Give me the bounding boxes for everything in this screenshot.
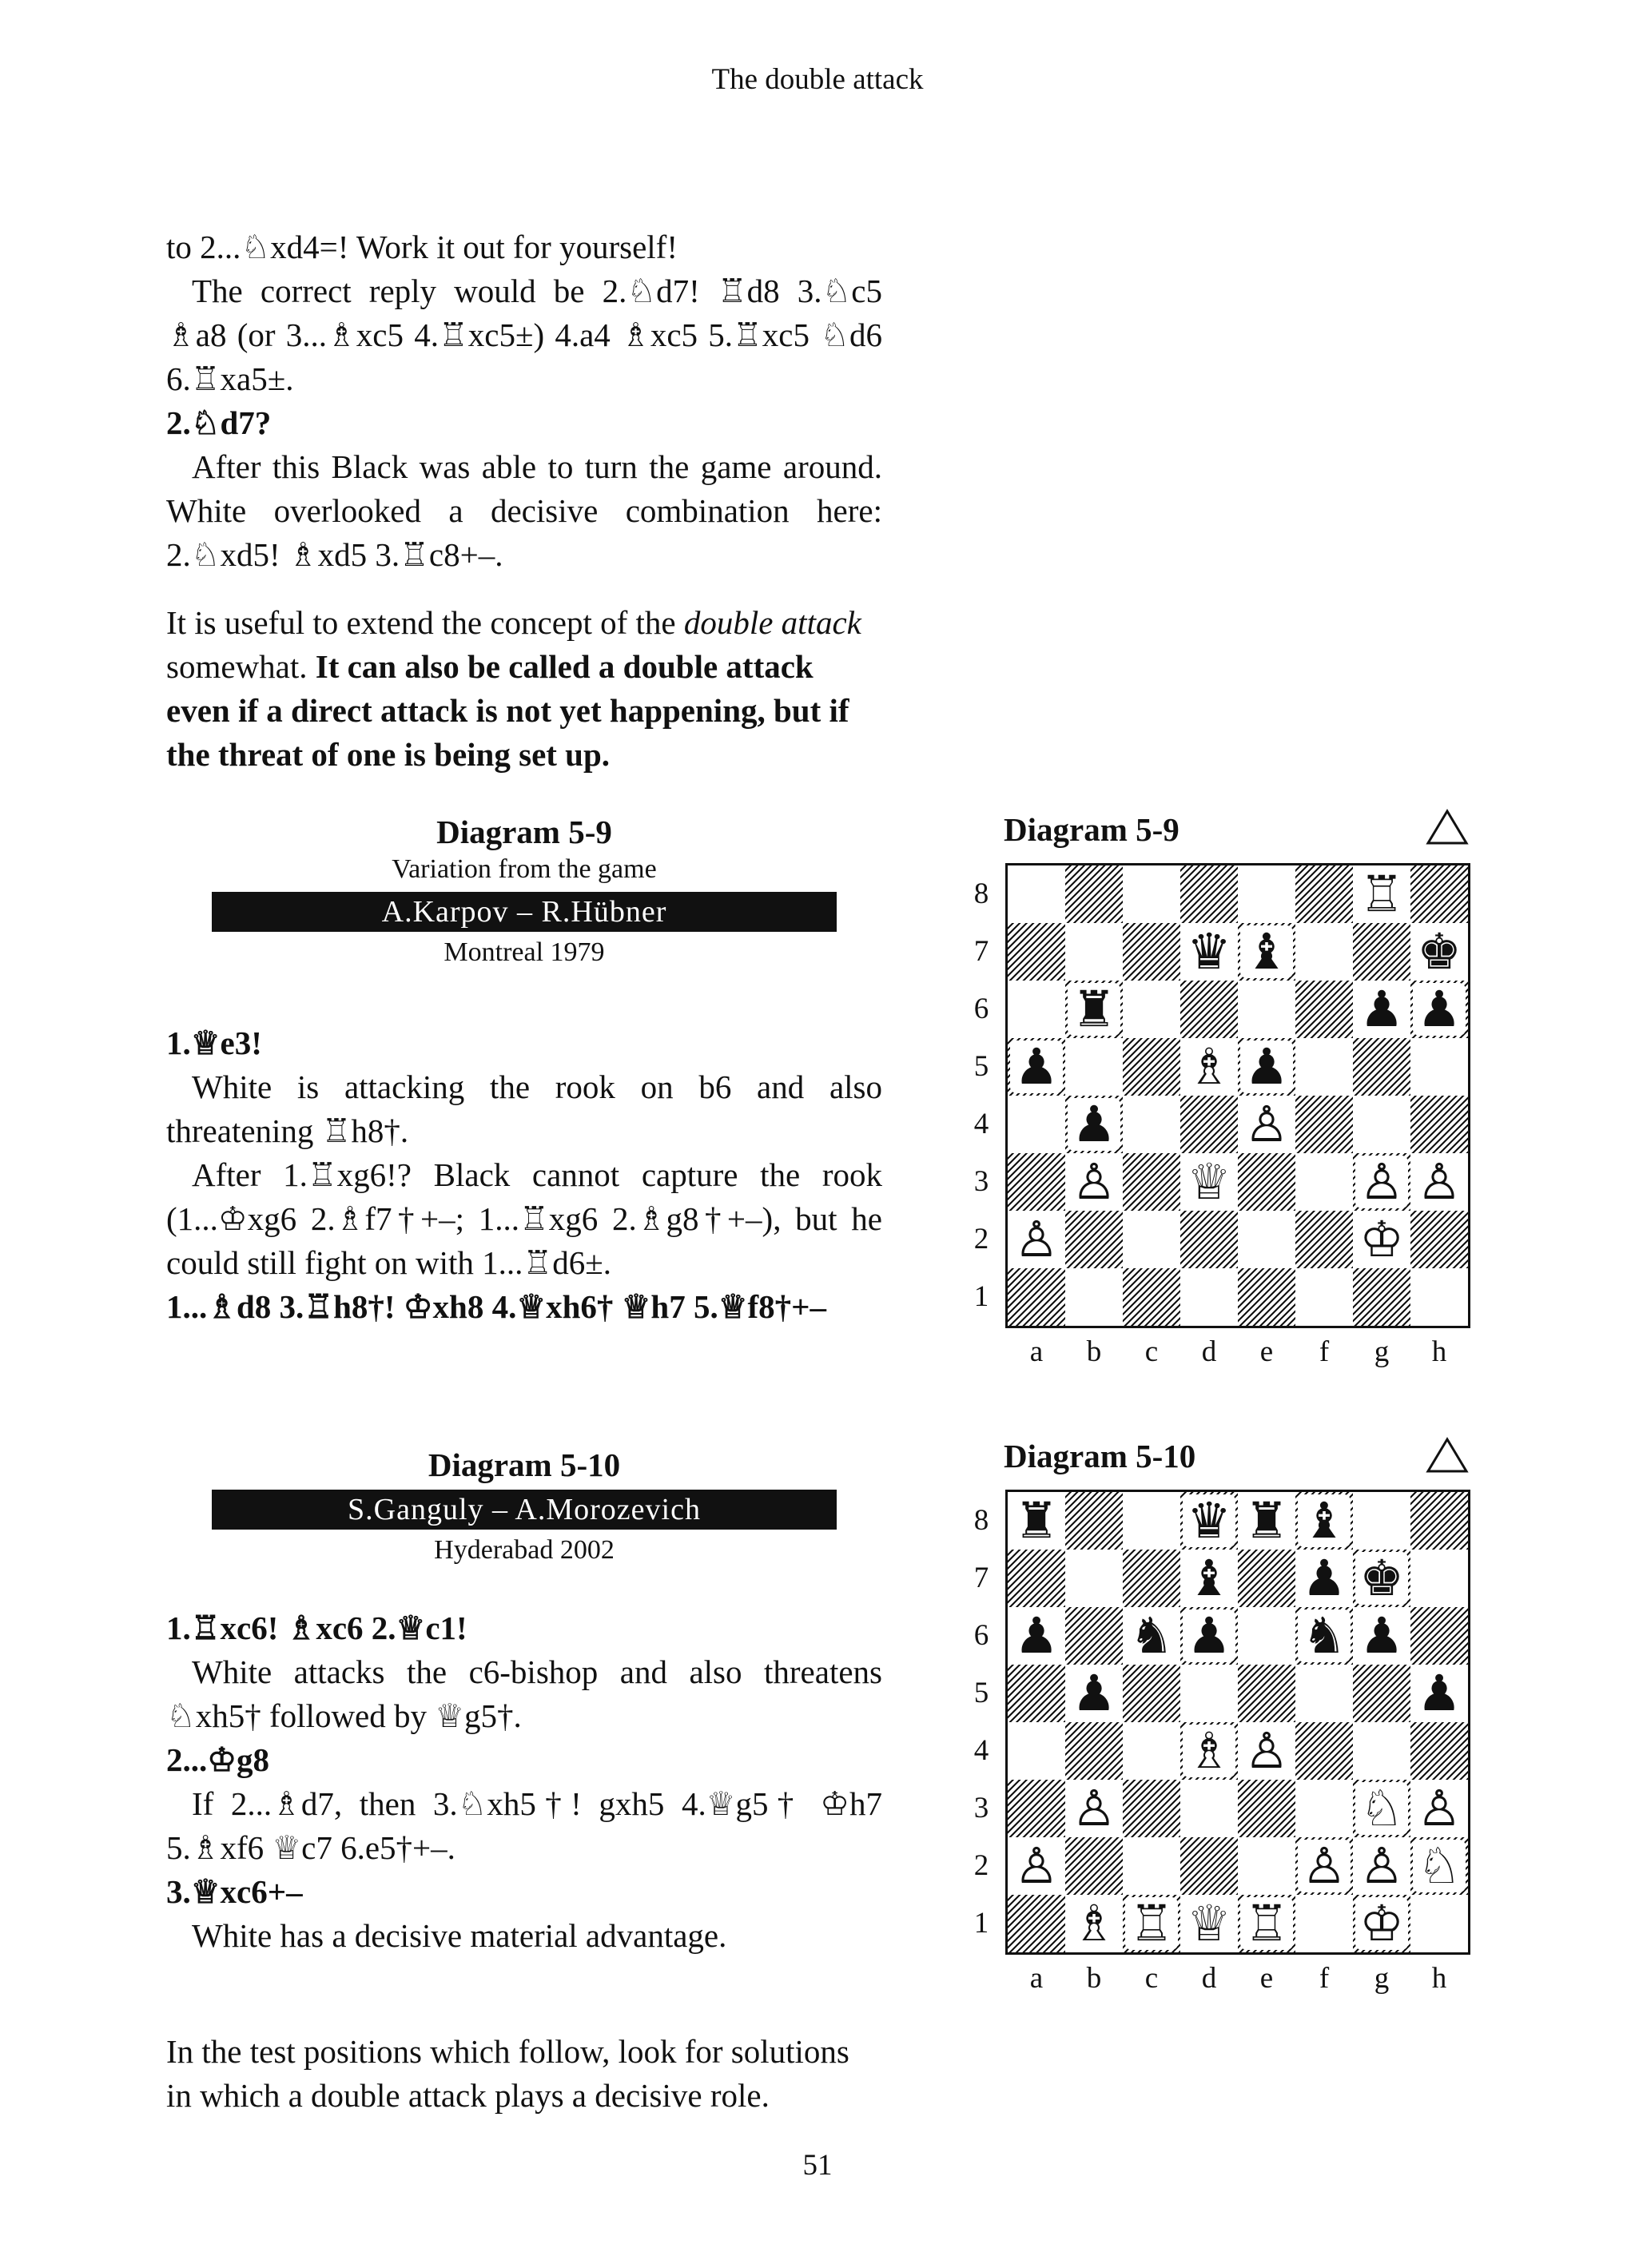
black-piece-d8: ♛: [1180, 1492, 1238, 1550]
white-piece-h3: ♙: [1410, 1153, 1468, 1211]
white-piece-f2: ♙: [1295, 1837, 1353, 1895]
board-square: [1353, 1268, 1410, 1326]
board-square: [1238, 1153, 1295, 1211]
board-square: [1123, 1492, 1180, 1550]
white-piece-e4: ♙: [1238, 1096, 1295, 1153]
board-square: [1238, 1837, 1295, 1895]
intro-paragraph-2: The correct reply would be 2.♘d7! ♖d8 3.♘c5 ♗a8 (or 3...♗xc5 4.♖xc5±) 4.a4 ♗xc5 5.♖xc5 ♘d6 6.♖xa5±.: [166, 273, 882, 397]
white-piece-e4: ♙: [1238, 1722, 1295, 1780]
board2-grid: [1005, 1490, 1470, 1955]
board-square: [1008, 1153, 1065, 1211]
white-piece-g8: ♖: [1353, 865, 1410, 923]
intro-paragraph-3: After this Black was able to turn the game around. White overlooked a decisive combination here: 2.♘xd5! ♗xd5 3.♖c8+–.: [166, 448, 882, 573]
game2-players-bar: S.Ganguly – A.Morozevich: [212, 1490, 837, 1530]
rank-label: 3: [973, 1792, 989, 1824]
rank-label: 2: [973, 1849, 989, 1882]
black-piece-f8: ♝: [1295, 1492, 1353, 1550]
black-piece-d7: ♝: [1180, 1550, 1238, 1607]
white-piece-h2: ♘: [1410, 1837, 1468, 1895]
black-piece-d6: ♟: [1180, 1607, 1238, 1665]
black-piece-c6: ♞: [1123, 1607, 1180, 1665]
game2-text: [166, 1606, 882, 1958]
concept-bold: It can also be called a double attack even if a direct attack is not yet happening, but if the threat of one is being set up.: [166, 648, 849, 773]
board-square: [1123, 1780, 1180, 1837]
rank-label: 6: [973, 993, 989, 1025]
page-number: 51: [802, 2149, 833, 2182]
file-label: d: [1201, 1335, 1217, 1368]
board-square: [1238, 1550, 1295, 1607]
game1-players-bar: A.Karpov – R.Hübner: [212, 892, 837, 932]
intro-paragraph-1: to 2...♘xd4=! Work it out for yourself!: [166, 229, 678, 265]
board-square: [1410, 1895, 1468, 1952]
board-square: [1123, 1722, 1180, 1780]
black-piece-a6: ♟: [1008, 1607, 1065, 1665]
board-square: [1065, 1722, 1123, 1780]
white-piece-g1: ♔: [1353, 1895, 1410, 1952]
board-square: [1295, 1211, 1353, 1268]
board-square: [1123, 1550, 1180, 1607]
white-piece-d3: ♕: [1180, 1153, 1238, 1211]
rank-label: 7: [973, 935, 989, 968]
game1-heading: [166, 812, 882, 970]
concept-paragraph: [166, 601, 882, 777]
file-label: h: [1431, 1335, 1447, 1368]
rank-label: 1: [973, 1907, 989, 1940]
board-square: [1123, 923, 1180, 981]
file-label: f: [1319, 1962, 1330, 1995]
black-piece-h5: ♟: [1410, 1665, 1468, 1722]
board-square: [1065, 1550, 1123, 1607]
rank-label: 4: [973, 1108, 989, 1140]
board-square: [1295, 923, 1353, 981]
board-square: [1180, 865, 1238, 923]
board-square: [1008, 1665, 1065, 1722]
game2-move-2: 2...♔g8: [166, 1741, 270, 1778]
board-square: [1238, 1607, 1295, 1665]
black-piece-a8: ♜: [1008, 1492, 1065, 1550]
game1-paragraph-2: After 1.♖xg6!? Black cannot capture the rook (1...♔xg6 2.♗f7†+–; 1...♖xg6 2.♗g8†+–), but he could still fight on with 1...♖d6±.: [166, 1156, 882, 1281]
board-square: [1008, 1268, 1065, 1326]
board-square: [1295, 1096, 1353, 1153]
board-square: [1180, 1268, 1238, 1326]
white-piece-c1: ♖: [1123, 1895, 1180, 1952]
board-square: [1353, 1492, 1410, 1550]
board-square: [1065, 1492, 1123, 1550]
game1-move-1: 1.♕e3!: [166, 1025, 262, 1061]
black-piece-f7: ♟: [1295, 1550, 1353, 1607]
game2-event: Hyderabad 2002: [434, 1535, 615, 1565]
board-square: [1065, 1607, 1123, 1665]
board-square: [1353, 1665, 1410, 1722]
black-piece-f6: ♞: [1295, 1607, 1353, 1665]
board-square: [1008, 1550, 1065, 1607]
white-piece-g3: ♘: [1353, 1780, 1410, 1837]
board-square: [1353, 923, 1410, 981]
white-piece-d4: ♗: [1180, 1722, 1238, 1780]
board-square: [1008, 865, 1065, 923]
black-piece-g7: ♚: [1353, 1550, 1410, 1607]
board-square: [1410, 865, 1468, 923]
white-piece-d1: ♕: [1180, 1895, 1238, 1952]
black-piece-e5: ♟: [1238, 1038, 1295, 1096]
game1-diagram-title: Diagram 5-9: [436, 814, 612, 850]
board-square: [1353, 1722, 1410, 1780]
board-square: [1008, 923, 1065, 981]
board1-grid: [1005, 863, 1470, 1328]
board-square: [1008, 1895, 1065, 1952]
rank-label: 1: [973, 1280, 989, 1313]
board-square: [1238, 981, 1295, 1038]
black-piece-g6: ♟: [1353, 981, 1410, 1038]
board-square: [1065, 1268, 1123, 1326]
board-square: [1008, 1722, 1065, 1780]
file-label: a: [1029, 1962, 1044, 1995]
black-piece-b5: ♟: [1065, 1665, 1123, 1722]
board2-label: Diagram 5-10: [1004, 1438, 1196, 1474]
board-square: [1065, 1038, 1123, 1096]
board-square: [1410, 1722, 1468, 1780]
game1-text: [166, 1021, 882, 1329]
board-square: [1008, 1780, 1065, 1837]
board-square: [1410, 1096, 1468, 1153]
board-square: [1123, 1153, 1180, 1211]
rank-label: 4: [973, 1734, 989, 1767]
black-piece-e7: ♝: [1238, 923, 1295, 981]
outro-paragraph: In the test positions which follow, look for solutions in which a double attack plays a decisive role.: [166, 2033, 849, 2114]
black-piece-h7: ♚: [1410, 923, 1468, 981]
board-square: [1065, 1211, 1123, 1268]
game1-subtitle: Variation from the game: [392, 854, 657, 884]
board-square: [1065, 1837, 1123, 1895]
board2: [965, 1490, 1477, 2017]
board-square: [1123, 1837, 1180, 1895]
board-square: [1180, 1211, 1238, 1268]
black-piece-b6: ♜: [1065, 981, 1123, 1038]
black-piece-g6: ♟: [1353, 1607, 1410, 1665]
board-square: [1410, 1268, 1468, 1326]
game2-diagram-title: Diagram 5-10: [428, 1446, 621, 1483]
board-square: [1410, 1607, 1468, 1665]
board-square: [1065, 923, 1123, 981]
board-square: [1180, 1096, 1238, 1153]
white-piece-d5: ♗: [1180, 1038, 1238, 1096]
intro-text: [166, 225, 882, 577]
board-square: [1295, 1038, 1353, 1096]
file-label: c: [1144, 1335, 1159, 1368]
game2-paragraph-1: White attacks the c6-bishop and also threatens ♘xh5† followed by ♕g5†.: [166, 1653, 882, 1734]
board-square: [1123, 1038, 1180, 1096]
file-label: d: [1201, 1962, 1217, 1995]
running-header: The double attack: [711, 63, 924, 96]
file-label: e: [1259, 1335, 1274, 1368]
board-square: [1295, 1895, 1353, 1952]
white-piece-b1: ♗: [1065, 1895, 1123, 1952]
board-square: [1123, 1211, 1180, 1268]
rank-label: 3: [973, 1165, 989, 1198]
game1-move-2: 1...♗d8 3.♖h8†! ♔xh8 4.♕xh6† ♕h7 5.♕f8†+–: [166, 1288, 826, 1325]
board-square: [1238, 1780, 1295, 1837]
game1-event: Montreal 1979: [444, 937, 605, 967]
rank-label: 8: [973, 1504, 989, 1537]
white-piece-g2: ♔: [1353, 1211, 1410, 1268]
rank-label: 5: [973, 1677, 989, 1709]
concept-text: It is useful to extend the concept of the: [166, 604, 684, 641]
board-square: [1008, 981, 1065, 1038]
board-square: [1295, 1268, 1353, 1326]
rank-label: 5: [973, 1050, 989, 1083]
board-square: [1123, 865, 1180, 923]
board-square: [1295, 1665, 1353, 1722]
game2-move-3: 3.♕xc6+–: [166, 1873, 303, 1910]
file-label: a: [1029, 1335, 1044, 1368]
board-square: [1410, 1211, 1468, 1268]
file-label: c: [1144, 1962, 1159, 1995]
board1: [965, 863, 1477, 1391]
white-piece-h3: ♙: [1410, 1780, 1468, 1837]
file-label: h: [1431, 1962, 1447, 1995]
black-piece-b4: ♟: [1065, 1096, 1123, 1153]
white-piece-g3: ♙: [1353, 1153, 1410, 1211]
white-to-move-triangle-icon: [1426, 1437, 1469, 1478]
file-label: b: [1086, 1962, 1102, 1995]
board-square: [1295, 865, 1353, 923]
board-square: [1180, 981, 1238, 1038]
white-to-move-triangle-icon: [1426, 809, 1469, 850]
rank-label: 6: [973, 1619, 989, 1652]
board-square: [1410, 1550, 1468, 1607]
game1-paragraph-1: White is attacking the rook on b6 and also threatening ♖h8†.: [166, 1068, 882, 1149]
file-label: g: [1374, 1335, 1390, 1368]
rank-label: 2: [973, 1223, 989, 1255]
game2-heading: [166, 1445, 882, 1568]
white-piece-g2: ♙: [1353, 1837, 1410, 1895]
board-square: [1065, 865, 1123, 923]
board-square: [1410, 1038, 1468, 1096]
file-label: e: [1259, 1962, 1274, 1995]
game2-paragraph-2: If 2...♗d7, then 3.♘xh5†! gxh5 4.♕g5† ♔h7 5.♗xf6 ♕c7 6.e5†+–.: [166, 1785, 882, 1866]
board-square: [1180, 1665, 1238, 1722]
board-square: [1180, 1837, 1238, 1895]
board-square: [1238, 1665, 1295, 1722]
board-square: [1238, 1268, 1295, 1326]
white-piece-b3: ♙: [1065, 1153, 1123, 1211]
rank-label: 8: [973, 877, 989, 910]
black-piece-a5: ♟: [1008, 1038, 1065, 1096]
board-square: [1123, 1096, 1180, 1153]
board-square: [1295, 981, 1353, 1038]
board-square: [1238, 865, 1295, 923]
game2-move-1: 1.♖xc6! ♗xc6 2.♕c1!: [166, 1609, 467, 1646]
game2-paragraph-3: White has a decisive material advantage.: [192, 1917, 727, 1954]
file-label: b: [1086, 1335, 1102, 1368]
board-square: [1410, 1492, 1468, 1550]
concept-emphasis: double attack: [683, 604, 861, 641]
white-piece-b3: ♙: [1065, 1780, 1123, 1837]
board-square: [1295, 1722, 1353, 1780]
file-label: g: [1374, 1962, 1390, 1995]
board-square: [1295, 1780, 1353, 1837]
concept-text-2: somewhat.: [166, 648, 316, 685]
black-piece-d7: ♛: [1180, 923, 1238, 981]
board-square: [1123, 1268, 1180, 1326]
board-square: [1238, 1211, 1295, 1268]
board-square: [1008, 1096, 1065, 1153]
white-piece-a2: ♙: [1008, 1837, 1065, 1895]
file-label: f: [1319, 1335, 1330, 1368]
board-square: [1123, 981, 1180, 1038]
board-square: [1353, 1038, 1410, 1096]
black-piece-h6: ♟: [1410, 981, 1468, 1038]
board1-label: Diagram 5-9: [1004, 811, 1180, 848]
white-piece-a2: ♙: [1008, 1211, 1065, 1268]
rank-label: 7: [973, 1562, 989, 1594]
board-square: [1123, 1665, 1180, 1722]
board-square: [1295, 1153, 1353, 1211]
board-square: [1180, 1780, 1238, 1837]
black-piece-e8: ♜: [1238, 1492, 1295, 1550]
intro-move: 2.♘d7?: [166, 404, 272, 441]
white-piece-e1: ♖: [1238, 1895, 1295, 1952]
board-square: [1353, 1096, 1410, 1153]
